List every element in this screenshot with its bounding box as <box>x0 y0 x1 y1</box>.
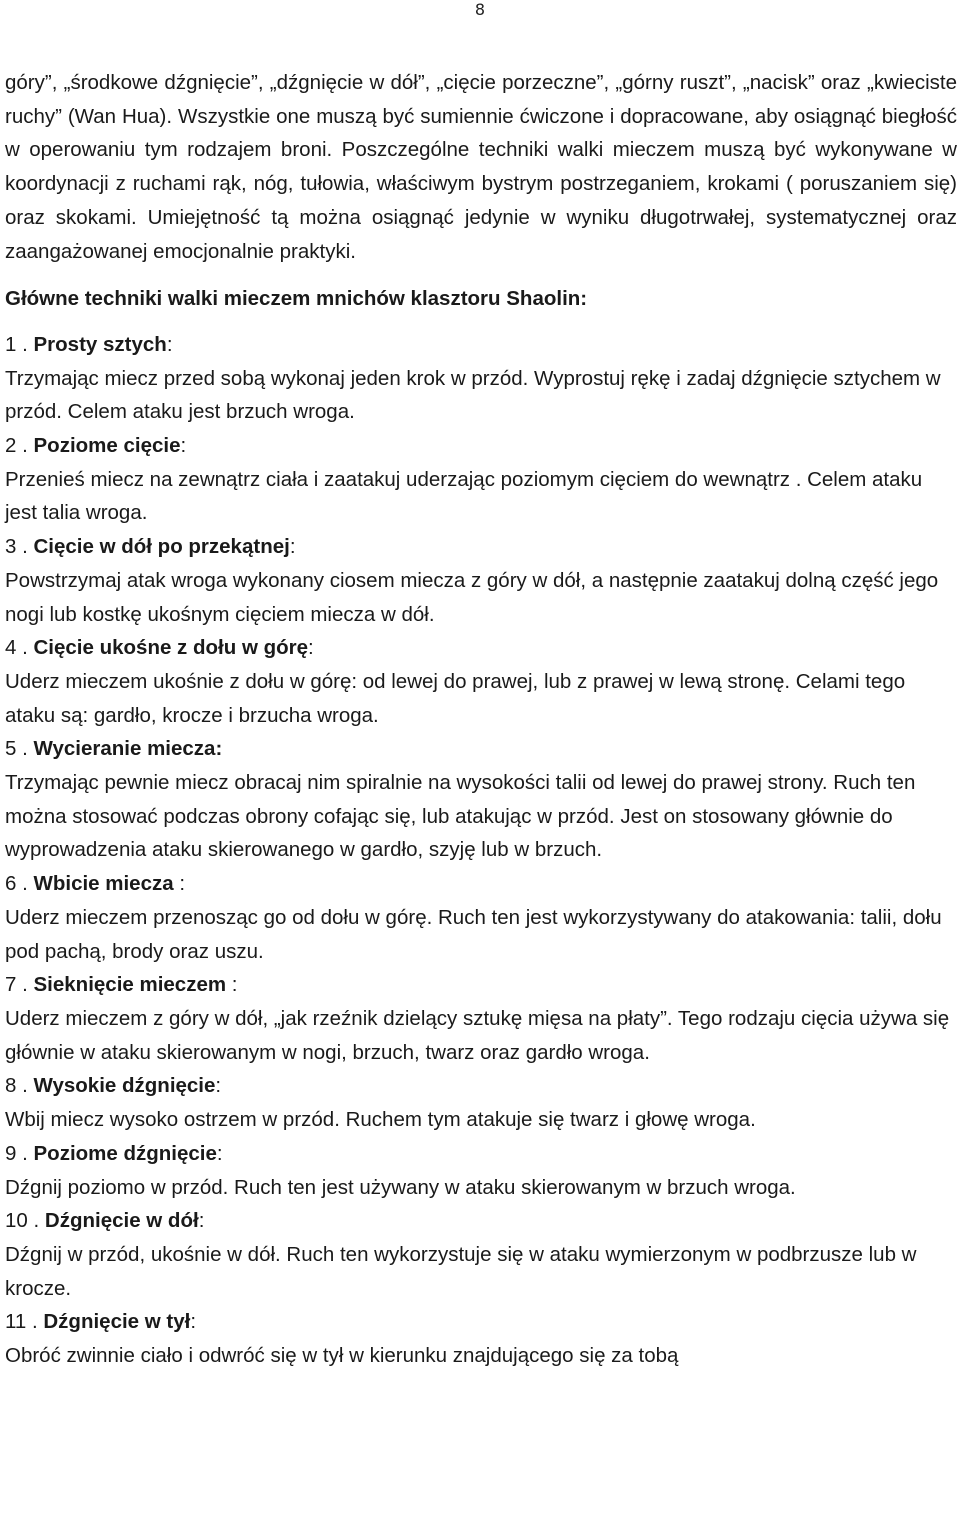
technique-separator: : <box>289 535 296 559</box>
technique-description: Obróć zwinnie ciało i odwróć się w tył w kierunku znajdującego się za tobą <box>5 1344 679 1368</box>
technique-number: 6 <box>5 872 17 896</box>
technique-heading: 2 . Poziome cięcie: <box>5 434 187 458</box>
technique-description: Trzymając miecz przed sobą wykonaj jeden krok w przód. Wyprostuj rękę i zadaj dźgnięcie sztychem w przód. Celem ataku jest brzuch wroga. <box>5 366 941 424</box>
document-body <box>5 66 957 1373</box>
technique-item <box>5 631 957 732</box>
techniques-list <box>5 328 957 1373</box>
technique-number: 7 <box>5 973 17 997</box>
page-number: 8 <box>474 0 486 19</box>
technique-number: 9 <box>5 1141 17 1165</box>
technique-description: Uderz mieczem ukośnie z dołu w górę: od lewej do prawej, lub z prawej w lewą stronę. Celami tego ataku są: gardło, krocze i brzucha wroga. <box>5 669 906 727</box>
technique-item <box>5 1069 957 1136</box>
technique-description: Powstrzymaj atak wroga wykonany ciosem miecza z góry w dół, a następnie zaatakuj dolną część jego nogi lub kostkę ukośnym cięciem miecza w dół. <box>5 568 939 626</box>
technique-heading: 11 . Dźgnięcie w tył: <box>5 1310 197 1334</box>
technique-separator: : <box>215 1074 222 1098</box>
technique-title: Wycieranie miecza: <box>33 737 223 761</box>
technique-number: 4 <box>5 636 17 660</box>
technique-description: Dźgnij poziomo w przód. Ruch ten jest używany w ataku skierowanym w brzuch wroga. <box>5 1175 796 1199</box>
technique-heading: 7 . Sieknięcie mieczem : <box>5 973 238 997</box>
technique-separator: : <box>166 332 173 356</box>
technique-separator: : <box>308 636 314 660</box>
technique-number: 11 <box>5 1310 27 1334</box>
technique-heading: 3 . Cięcie w dół po przekątnej: <box>5 535 296 559</box>
technique-description: Przenieś miecz na zewnątrz ciała i zaatakuj uderzając poziomym cięciem do wewnątrz . Celem ataku jest talia wroga. <box>5 467 923 525</box>
technique-title: Wysokie dźgnięcie <box>33 1074 216 1098</box>
technique-number: 5 <box>5 737 17 761</box>
technique-item <box>5 968 957 1069</box>
technique-title: Poziome cięcie <box>33 434 181 458</box>
technique-item <box>5 1137 957 1204</box>
technique-title: Prosty sztych <box>33 332 167 356</box>
technique-separator: : <box>216 1141 223 1165</box>
technique-item <box>5 530 957 631</box>
technique-title: Wbicie miecza <box>33 872 174 896</box>
technique-heading: 6 . Wbicie miecza : <box>5 872 186 896</box>
technique-separator: : <box>190 1310 197 1334</box>
technique-title: Cięcie w dół po przekątnej <box>33 535 290 559</box>
technique-number: 2 <box>5 434 17 458</box>
technique-separator: : <box>180 434 187 458</box>
technique-description: Uderz mieczem przenosząc go od dołu w górę. Ruch ten jest wykorzystywany do atakowania: talii, dołu pod pachą, brody oraz uszu. <box>5 905 942 963</box>
technique-heading: 8 . Wysokie dźgnięcie: <box>5 1074 222 1098</box>
technique-item <box>5 429 957 530</box>
technique-description: Uderz mieczem z góry w dół, „jak rzeźnik dzielący sztukę mięsa na płaty”. Tego rodzaju cięcia używa się głównie w ataku skierowanym w nogi, brzuch, twarz oraz gardło wroga. <box>5 1006 950 1064</box>
technique-description: Wbij miecz wysoko ostrzem w przód. Ruchem tym atakuje się twarz i głowę wroga. <box>5 1108 756 1132</box>
technique-heading: 10 . Dźgnięcie w dół: <box>5 1209 205 1233</box>
technique-item <box>5 328 957 429</box>
technique-item <box>5 1305 957 1372</box>
section-heading: Główne techniki walki mieczem mnichów klasztoru Shaolin: <box>5 287 588 311</box>
technique-number: 3 <box>5 535 17 559</box>
technique-description: Dźgnij w przód, ukośnie w dół. Ruch ten wykorzystuje się w ataku wymierzonym w podbrzusze lub w krocze. <box>5 1242 917 1300</box>
technique-heading: 1 . Prosty sztych: <box>5 332 173 356</box>
technique-number: 10 <box>5 1209 28 1233</box>
technique-title: Dźgnięcie w tył <box>43 1310 191 1334</box>
intro-paragraph: góry”, „środkowe dźgnięcie”, „dźgnięcie w dół”, „cięcie porzeczne”, „górny ruszt”, „nacisk” oraz „kwieciste ruchy” (Wan Hua). Wszystkie one muszą być sumiennie ćwiczone i dopracowane, aby osiągnąć biegłość w operowaniu tym rodzajem broni. Poszczególne techniki walki mieczem muszą być wykonywane w koordynacji z ruchami rąk, nóg, tułowia, właściwym bystrym postrzeganiem, krokami ( poruszaniem się) oraz skokami. Umiejętność tą można osiągnąć jedynie w wyniku długotrwałej, systematycznej oraz zaangażowanej emocjonalnie praktyki. <box>5 71 957 263</box>
technique-item <box>5 1204 957 1305</box>
technique-heading: 4 . Cięcie ukośne z dołu w górę: <box>5 636 314 660</box>
technique-item <box>5 732 957 867</box>
technique-item <box>5 867 957 968</box>
technique-separator: : <box>198 1209 205 1233</box>
technique-title: Cięcie ukośne z dołu w górę <box>33 636 309 660</box>
technique-separator: : <box>173 872 186 896</box>
technique-title: Dźgnięcie w dół <box>44 1209 199 1233</box>
technique-description: Trzymając pewnie miecz obracaj nim spiralnie na wysokości talii od lewej do prawej strony. Ruch ten można stosować podczas obrony cofając się, lub atakując w przód. Jest on stosowany głównie do wyprowadzenia ataku skierowanego w gardło, szyję lub w brzuch. <box>5 771 916 862</box>
technique-heading: 5 . Wycieranie miecza: <box>5 737 223 761</box>
technique-number: 8 <box>5 1074 17 1098</box>
technique-title: Sieknięcie mieczem <box>33 973 227 997</box>
technique-title: Poziome dźgnięcie <box>33 1141 217 1165</box>
technique-number: 1 <box>5 332 17 356</box>
technique-separator: : <box>226 973 238 997</box>
technique-heading: 9 . Poziome dźgnięcie: <box>5 1141 223 1165</box>
